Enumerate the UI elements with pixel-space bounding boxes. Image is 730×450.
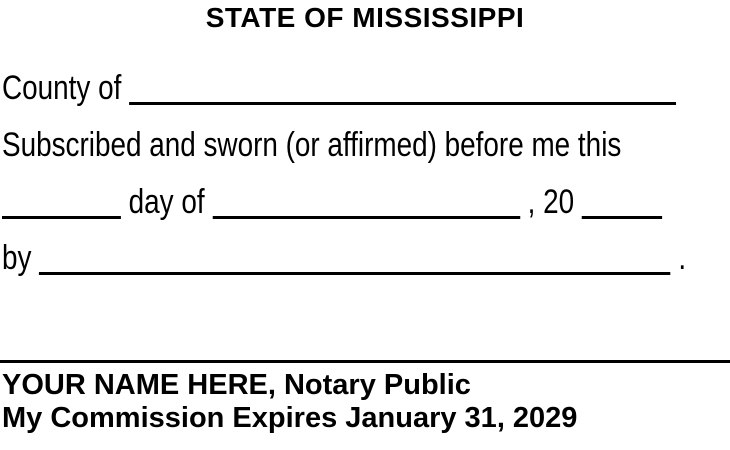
notary-name: YOUR NAME HERE, Notary Public: [2, 369, 471, 401]
day-blank[interactable]: [2, 182, 121, 219]
signature-line[interactable]: [0, 360, 730, 363]
by-label: by: [2, 239, 32, 277]
state-title: STATE OF MISSISSIPPI: [205, 2, 525, 33]
county-row: [2, 68, 676, 108]
stamp-title: [0, 2, 730, 34]
by-blank[interactable]: [39, 238, 670, 275]
year-blank[interactable]: [582, 182, 662, 219]
year-prefix: , 20: [527, 183, 575, 221]
county-blank[interactable]: [129, 68, 676, 105]
day-label: day of: [128, 183, 205, 221]
by-row: [2, 238, 686, 278]
date-row: [2, 182, 662, 222]
county-label: County of: [2, 69, 122, 107]
oath-text: Subscribed and sworn (or affirmed) before me this: [2, 126, 622, 164]
month-blank[interactable]: [212, 182, 519, 219]
by-end: .: [678, 239, 687, 277]
oath-row: [2, 126, 621, 165]
commission-expiry: My Commission Expires January 31, 2029: [2, 402, 578, 434]
